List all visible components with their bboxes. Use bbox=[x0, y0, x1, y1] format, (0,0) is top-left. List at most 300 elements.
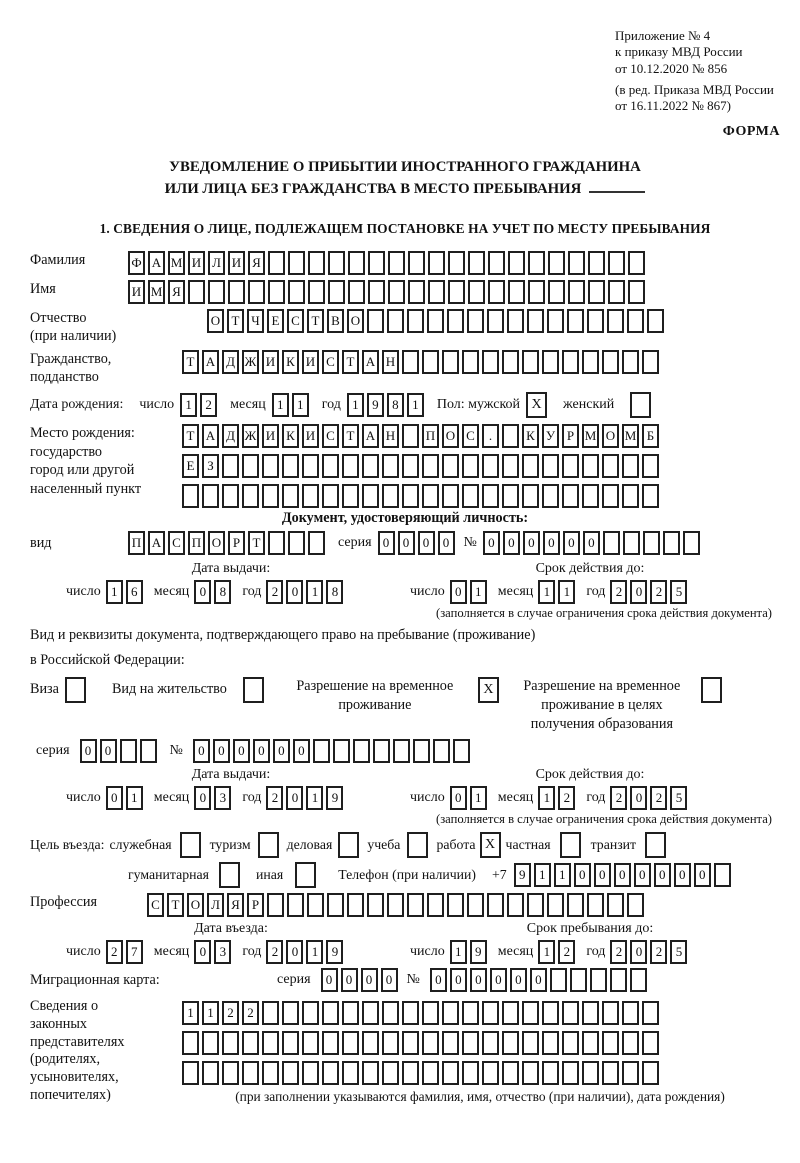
char-cell[interactable]: С bbox=[322, 424, 339, 448]
char-cell[interactable]: 0 bbox=[483, 531, 500, 555]
char-cell[interactable] bbox=[408, 251, 425, 275]
char-cell[interactable] bbox=[262, 1061, 279, 1085]
char-cell[interactable] bbox=[322, 1031, 339, 1055]
char-cell[interactable] bbox=[568, 280, 585, 304]
char-cell[interactable] bbox=[462, 484, 479, 508]
char-cell[interactable]: К bbox=[282, 424, 299, 448]
char-cell[interactable] bbox=[347, 893, 364, 917]
entry-year-input[interactable] bbox=[266, 940, 346, 964]
char-cell[interactable]: 3 bbox=[214, 786, 231, 810]
purpose-study-checkbox[interactable] bbox=[407, 832, 428, 858]
char-cell[interactable] bbox=[348, 280, 365, 304]
temp-residence-checkbox[interactable]: X bbox=[478, 677, 499, 703]
char-cell[interactable] bbox=[322, 1061, 339, 1085]
char-cell[interactable]: 5 bbox=[670, 786, 687, 810]
char-cell[interactable] bbox=[413, 739, 430, 763]
sex-male-checkbox[interactable]: X bbox=[526, 392, 547, 418]
migration-series-input[interactable] bbox=[321, 968, 401, 992]
char-cell[interactable]: 1 bbox=[292, 393, 309, 417]
char-cell[interactable] bbox=[468, 251, 485, 275]
char-cell[interactable] bbox=[642, 350, 659, 374]
char-cell[interactable]: Р bbox=[247, 893, 264, 917]
char-cell[interactable] bbox=[402, 484, 419, 508]
char-cell[interactable]: О bbox=[187, 893, 204, 917]
char-cell[interactable] bbox=[362, 484, 379, 508]
char-cell[interactable] bbox=[427, 893, 444, 917]
res-valid-month-input[interactable] bbox=[538, 786, 578, 810]
char-cell[interactable] bbox=[507, 893, 524, 917]
char-cell[interactable]: Б bbox=[642, 424, 659, 448]
char-cell[interactable] bbox=[467, 893, 484, 917]
char-cell[interactable]: Д bbox=[222, 424, 239, 448]
char-cell[interactable] bbox=[368, 280, 385, 304]
char-cell[interactable]: 0 bbox=[694, 863, 711, 887]
char-cell[interactable] bbox=[562, 1061, 579, 1085]
char-cell[interactable] bbox=[462, 454, 479, 478]
char-cell[interactable] bbox=[222, 454, 239, 478]
char-cell[interactable] bbox=[647, 309, 664, 333]
char-cell[interactable]: 0 bbox=[341, 968, 358, 992]
char-cell[interactable]: У bbox=[542, 424, 559, 448]
char-cell[interactable] bbox=[610, 968, 627, 992]
char-cell[interactable] bbox=[302, 454, 319, 478]
char-cell[interactable]: Т bbox=[182, 350, 199, 374]
char-cell[interactable] bbox=[267, 893, 284, 917]
char-cell[interactable]: В bbox=[327, 309, 344, 333]
char-cell[interactable] bbox=[202, 484, 219, 508]
res-valid-day-input[interactable] bbox=[450, 786, 490, 810]
char-cell[interactable] bbox=[282, 484, 299, 508]
char-cell[interactable] bbox=[368, 251, 385, 275]
char-cell[interactable]: Я bbox=[248, 251, 265, 275]
char-cell[interactable] bbox=[287, 893, 304, 917]
char-cell[interactable] bbox=[542, 350, 559, 374]
char-cell[interactable]: Т bbox=[182, 424, 199, 448]
char-cell[interactable]: 0 bbox=[630, 940, 647, 964]
char-cell[interactable] bbox=[522, 1061, 539, 1085]
char-cell[interactable] bbox=[428, 251, 445, 275]
char-cell[interactable]: 0 bbox=[438, 531, 455, 555]
char-cell[interactable] bbox=[502, 350, 519, 374]
res-issue-month-input[interactable] bbox=[194, 786, 234, 810]
char-cell[interactable] bbox=[188, 280, 205, 304]
char-cell[interactable] bbox=[282, 1061, 299, 1085]
char-cell[interactable] bbox=[602, 1061, 619, 1085]
char-cell[interactable] bbox=[462, 1061, 479, 1085]
char-cell[interactable] bbox=[322, 454, 339, 478]
char-cell[interactable]: И bbox=[302, 350, 319, 374]
char-cell[interactable]: Д bbox=[222, 350, 239, 374]
citizenship-input[interactable] bbox=[182, 350, 662, 374]
char-cell[interactable] bbox=[502, 1031, 519, 1055]
char-cell[interactable]: А bbox=[148, 531, 165, 555]
char-cell[interactable]: А bbox=[148, 251, 165, 275]
char-cell[interactable]: М bbox=[582, 424, 599, 448]
char-cell[interactable]: 0 bbox=[450, 786, 467, 810]
char-cell[interactable] bbox=[488, 280, 505, 304]
char-cell[interactable] bbox=[407, 893, 424, 917]
char-cell[interactable]: О bbox=[602, 424, 619, 448]
char-cell[interactable] bbox=[607, 309, 624, 333]
char-cell[interactable] bbox=[202, 1031, 219, 1055]
purpose-business-checkbox[interactable] bbox=[338, 832, 359, 858]
char-cell[interactable] bbox=[562, 1001, 579, 1025]
char-cell[interactable] bbox=[433, 739, 450, 763]
char-cell[interactable]: М bbox=[168, 251, 185, 275]
char-cell[interactable]: Н bbox=[382, 424, 399, 448]
char-cell[interactable] bbox=[367, 309, 384, 333]
char-cell[interactable] bbox=[447, 309, 464, 333]
char-cell[interactable] bbox=[422, 484, 439, 508]
char-cell[interactable]: 2 bbox=[610, 940, 627, 964]
char-cell[interactable]: 7 bbox=[126, 940, 143, 964]
char-cell[interactable]: А bbox=[202, 424, 219, 448]
purpose-transit-checkbox[interactable] bbox=[645, 832, 666, 858]
birth-place-line3[interactable] bbox=[182, 484, 662, 508]
char-cell[interactable] bbox=[590, 968, 607, 992]
char-cell[interactable]: 1 bbox=[106, 580, 123, 604]
char-cell[interactable]: А bbox=[202, 350, 219, 374]
char-cell[interactable]: Е bbox=[267, 309, 284, 333]
char-cell[interactable]: С bbox=[322, 350, 339, 374]
char-cell[interactable] bbox=[453, 739, 470, 763]
char-cell[interactable]: И bbox=[302, 424, 319, 448]
char-cell[interactable] bbox=[547, 309, 564, 333]
char-cell[interactable] bbox=[587, 893, 604, 917]
char-cell[interactable] bbox=[642, 484, 659, 508]
char-cell[interactable] bbox=[222, 1061, 239, 1085]
char-cell[interactable]: 0 bbox=[510, 968, 527, 992]
char-cell[interactable] bbox=[502, 454, 519, 478]
purpose-official-checkbox[interactable] bbox=[180, 832, 201, 858]
char-cell[interactable] bbox=[567, 309, 584, 333]
purpose-private-checkbox[interactable] bbox=[560, 832, 581, 858]
char-cell[interactable] bbox=[542, 454, 559, 478]
char-cell[interactable] bbox=[362, 1061, 379, 1085]
char-cell[interactable] bbox=[262, 454, 279, 478]
char-cell[interactable]: З bbox=[202, 454, 219, 478]
char-cell[interactable] bbox=[382, 1001, 399, 1025]
char-cell[interactable]: С bbox=[462, 424, 479, 448]
char-cell[interactable]: 0 bbox=[361, 968, 378, 992]
char-cell[interactable] bbox=[568, 251, 585, 275]
char-cell[interactable]: 1 bbox=[306, 786, 323, 810]
char-cell[interactable] bbox=[570, 968, 587, 992]
char-cell[interactable]: 0 bbox=[583, 531, 600, 555]
doc-type-input[interactable] bbox=[128, 531, 328, 555]
id-valid-year-input[interactable] bbox=[610, 580, 690, 604]
char-cell[interactable]: 0 bbox=[654, 863, 671, 887]
char-cell[interactable] bbox=[628, 280, 645, 304]
char-cell[interactable] bbox=[502, 1001, 519, 1025]
char-cell[interactable] bbox=[582, 1031, 599, 1055]
char-cell[interactable] bbox=[622, 484, 639, 508]
char-cell[interactable]: 0 bbox=[106, 786, 123, 810]
char-cell[interactable] bbox=[402, 350, 419, 374]
char-cell[interactable]: 8 bbox=[326, 580, 343, 604]
res-valid-year-input[interactable] bbox=[610, 786, 690, 810]
char-cell[interactable]: О bbox=[442, 424, 459, 448]
char-cell[interactable]: 2 bbox=[222, 1001, 239, 1025]
char-cell[interactable]: 1 bbox=[534, 863, 551, 887]
char-cell[interactable]: 1 bbox=[470, 580, 487, 604]
char-cell[interactable]: 0 bbox=[490, 968, 507, 992]
char-cell[interactable]: М bbox=[622, 424, 639, 448]
char-cell[interactable]: 2 bbox=[242, 1001, 259, 1025]
char-cell[interactable]: 0 bbox=[321, 968, 338, 992]
char-cell[interactable]: И bbox=[128, 280, 145, 304]
char-cell[interactable] bbox=[342, 1001, 359, 1025]
char-cell[interactable] bbox=[382, 484, 399, 508]
char-cell[interactable] bbox=[362, 454, 379, 478]
char-cell[interactable]: 9 bbox=[326, 786, 343, 810]
surname-input[interactable] bbox=[128, 251, 648, 275]
char-cell[interactable]: 0 bbox=[233, 739, 250, 763]
char-cell[interactable]: 1 bbox=[347, 393, 364, 417]
char-cell[interactable] bbox=[202, 1061, 219, 1085]
char-cell[interactable]: 2 bbox=[200, 393, 217, 417]
char-cell[interactable]: Я bbox=[168, 280, 185, 304]
char-cell[interactable]: С bbox=[147, 893, 164, 917]
char-cell[interactable] bbox=[327, 893, 344, 917]
char-cell[interactable] bbox=[282, 1031, 299, 1055]
char-cell[interactable]: 1 bbox=[202, 1001, 219, 1025]
char-cell[interactable] bbox=[588, 251, 605, 275]
char-cell[interactable]: 0 bbox=[286, 580, 303, 604]
char-cell[interactable] bbox=[402, 454, 419, 478]
id-issue-day-input[interactable] bbox=[106, 580, 146, 604]
char-cell[interactable] bbox=[550, 968, 567, 992]
char-cell[interactable]: Ф bbox=[128, 251, 145, 275]
char-cell[interactable]: 1 bbox=[538, 580, 555, 604]
char-cell[interactable] bbox=[528, 251, 545, 275]
char-cell[interactable] bbox=[542, 1061, 559, 1085]
id-valid-month-input[interactable] bbox=[538, 580, 578, 604]
char-cell[interactable] bbox=[393, 739, 410, 763]
char-cell[interactable] bbox=[262, 1031, 279, 1055]
purpose-other-checkbox[interactable] bbox=[295, 862, 316, 888]
char-cell[interactable] bbox=[308, 251, 325, 275]
res-issue-year-input[interactable] bbox=[266, 786, 346, 810]
char-cell[interactable] bbox=[427, 309, 444, 333]
char-cell[interactable] bbox=[522, 1001, 539, 1025]
char-cell[interactable] bbox=[607, 893, 624, 917]
purpose-humanitarian-checkbox[interactable] bbox=[219, 862, 240, 888]
char-cell[interactable]: 2 bbox=[650, 786, 667, 810]
char-cell[interactable] bbox=[182, 1061, 199, 1085]
char-cell[interactable] bbox=[502, 424, 519, 448]
char-cell[interactable] bbox=[307, 893, 324, 917]
res-number-input[interactable] bbox=[193, 739, 473, 763]
char-cell[interactable] bbox=[282, 1001, 299, 1025]
char-cell[interactable] bbox=[482, 1001, 499, 1025]
char-cell[interactable]: 0 bbox=[378, 531, 395, 555]
char-cell[interactable]: 0 bbox=[594, 863, 611, 887]
char-cell[interactable] bbox=[120, 739, 137, 763]
representatives-line2[interactable] bbox=[182, 1031, 662, 1055]
char-cell[interactable] bbox=[442, 1001, 459, 1025]
char-cell[interactable] bbox=[587, 309, 604, 333]
char-cell[interactable]: 1 bbox=[538, 940, 555, 964]
char-cell[interactable] bbox=[627, 893, 644, 917]
char-cell[interactable] bbox=[382, 1031, 399, 1055]
char-cell[interactable] bbox=[328, 280, 345, 304]
char-cell[interactable] bbox=[448, 280, 465, 304]
char-cell[interactable]: 0 bbox=[450, 580, 467, 604]
char-cell[interactable]: 0 bbox=[286, 940, 303, 964]
char-cell[interactable] bbox=[333, 739, 350, 763]
char-cell[interactable] bbox=[322, 1001, 339, 1025]
char-cell[interactable]: 1 bbox=[306, 940, 323, 964]
char-cell[interactable]: Т bbox=[342, 350, 359, 374]
char-cell[interactable] bbox=[387, 893, 404, 917]
char-cell[interactable] bbox=[422, 1001, 439, 1025]
char-cell[interactable] bbox=[242, 454, 259, 478]
char-cell[interactable] bbox=[442, 484, 459, 508]
migration-number-input[interactable] bbox=[430, 968, 650, 992]
birth-day-input[interactable] bbox=[180, 393, 220, 417]
char-cell[interactable] bbox=[428, 280, 445, 304]
char-cell[interactable]: 1 bbox=[470, 786, 487, 810]
char-cell[interactable] bbox=[328, 251, 345, 275]
char-cell[interactable] bbox=[602, 484, 619, 508]
char-cell[interactable]: П bbox=[188, 531, 205, 555]
char-cell[interactable] bbox=[302, 1031, 319, 1055]
char-cell[interactable]: Н bbox=[382, 350, 399, 374]
char-cell[interactable]: 2 bbox=[266, 786, 283, 810]
char-cell[interactable]: Я bbox=[227, 893, 244, 917]
char-cell[interactable]: Т bbox=[248, 531, 265, 555]
char-cell[interactable]: Р bbox=[228, 531, 245, 555]
char-cell[interactable]: 0 bbox=[470, 968, 487, 992]
char-cell[interactable] bbox=[242, 1031, 259, 1055]
char-cell[interactable]: 0 bbox=[614, 863, 631, 887]
char-cell[interactable] bbox=[388, 280, 405, 304]
char-cell[interactable]: 0 bbox=[381, 968, 398, 992]
char-cell[interactable] bbox=[622, 1061, 639, 1085]
char-cell[interactable] bbox=[362, 1031, 379, 1055]
char-cell[interactable] bbox=[242, 484, 259, 508]
char-cell[interactable] bbox=[342, 484, 359, 508]
char-cell[interactable]: Ж bbox=[242, 424, 259, 448]
char-cell[interactable]: П bbox=[128, 531, 145, 555]
char-cell[interactable]: И bbox=[228, 251, 245, 275]
char-cell[interactable] bbox=[462, 1031, 479, 1055]
char-cell[interactable] bbox=[507, 309, 524, 333]
char-cell[interactable] bbox=[407, 309, 424, 333]
char-cell[interactable] bbox=[373, 739, 390, 763]
birth-place-line2[interactable] bbox=[182, 454, 662, 478]
char-cell[interactable] bbox=[282, 454, 299, 478]
char-cell[interactable]: 0 bbox=[194, 580, 211, 604]
char-cell[interactable] bbox=[482, 454, 499, 478]
char-cell[interactable] bbox=[643, 531, 660, 555]
char-cell[interactable] bbox=[522, 484, 539, 508]
char-cell[interactable] bbox=[308, 280, 325, 304]
char-cell[interactable] bbox=[562, 1031, 579, 1055]
char-cell[interactable]: 2 bbox=[106, 940, 123, 964]
char-cell[interactable]: 0 bbox=[530, 968, 547, 992]
char-cell[interactable]: Ч bbox=[247, 309, 264, 333]
sex-female-checkbox[interactable] bbox=[630, 392, 651, 418]
char-cell[interactable] bbox=[268, 531, 285, 555]
char-cell[interactable] bbox=[582, 484, 599, 508]
char-cell[interactable]: 8 bbox=[387, 393, 404, 417]
char-cell[interactable]: 0 bbox=[523, 531, 540, 555]
doc-series-input[interactable] bbox=[378, 531, 458, 555]
char-cell[interactable] bbox=[628, 251, 645, 275]
stay-day-input[interactable] bbox=[450, 940, 490, 964]
char-cell[interactable] bbox=[482, 350, 499, 374]
char-cell[interactable]: 0 bbox=[574, 863, 591, 887]
id-issue-month-input[interactable] bbox=[194, 580, 234, 604]
char-cell[interactable] bbox=[630, 968, 647, 992]
char-cell[interactable] bbox=[527, 893, 544, 917]
char-cell[interactable] bbox=[422, 454, 439, 478]
char-cell[interactable] bbox=[542, 484, 559, 508]
char-cell[interactable] bbox=[402, 1031, 419, 1055]
char-cell[interactable] bbox=[422, 1031, 439, 1055]
char-cell[interactable] bbox=[602, 350, 619, 374]
given-name-input[interactable] bbox=[128, 280, 648, 304]
char-cell[interactable]: 3 bbox=[214, 940, 231, 964]
char-cell[interactable] bbox=[402, 1061, 419, 1085]
char-cell[interactable] bbox=[487, 309, 504, 333]
char-cell[interactable]: 0 bbox=[418, 531, 435, 555]
char-cell[interactable]: 0 bbox=[80, 739, 97, 763]
char-cell[interactable]: Т bbox=[342, 424, 359, 448]
char-cell[interactable] bbox=[508, 280, 525, 304]
char-cell[interactable] bbox=[602, 1001, 619, 1025]
char-cell[interactable] bbox=[602, 1031, 619, 1055]
char-cell[interactable] bbox=[582, 350, 599, 374]
stay-month-input[interactable] bbox=[538, 940, 578, 964]
char-cell[interactable] bbox=[622, 350, 639, 374]
char-cell[interactable] bbox=[308, 531, 325, 555]
char-cell[interactable] bbox=[302, 1001, 319, 1025]
char-cell[interactable] bbox=[228, 280, 245, 304]
char-cell[interactable]: 0 bbox=[563, 531, 580, 555]
char-cell[interactable]: 2 bbox=[266, 580, 283, 604]
char-cell[interactable] bbox=[222, 484, 239, 508]
char-cell[interactable] bbox=[582, 1001, 599, 1025]
char-cell[interactable] bbox=[567, 893, 584, 917]
char-cell[interactable] bbox=[622, 1031, 639, 1055]
char-cell[interactable] bbox=[482, 1031, 499, 1055]
char-cell[interactable]: 0 bbox=[543, 531, 560, 555]
char-cell[interactable] bbox=[222, 1031, 239, 1055]
char-cell[interactable]: 0 bbox=[213, 739, 230, 763]
char-cell[interactable] bbox=[262, 484, 279, 508]
char-cell[interactable]: 0 bbox=[398, 531, 415, 555]
char-cell[interactable]: 1 bbox=[182, 1001, 199, 1025]
char-cell[interactable] bbox=[408, 280, 425, 304]
char-cell[interactable] bbox=[508, 251, 525, 275]
char-cell[interactable] bbox=[442, 454, 459, 478]
representatives-line3[interactable] bbox=[182, 1061, 662, 1085]
char-cell[interactable]: 2 bbox=[558, 940, 575, 964]
char-cell[interactable] bbox=[482, 1061, 499, 1085]
char-cell[interactable]: 2 bbox=[610, 786, 627, 810]
char-cell[interactable]: Т bbox=[167, 893, 184, 917]
char-cell[interactable]: 5 bbox=[670, 580, 687, 604]
char-cell[interactable] bbox=[367, 893, 384, 917]
char-cell[interactable] bbox=[262, 1001, 279, 1025]
purpose-tourism-checkbox[interactable] bbox=[258, 832, 279, 858]
char-cell[interactable] bbox=[627, 309, 644, 333]
char-cell[interactable]: О bbox=[347, 309, 364, 333]
char-cell[interactable] bbox=[468, 280, 485, 304]
